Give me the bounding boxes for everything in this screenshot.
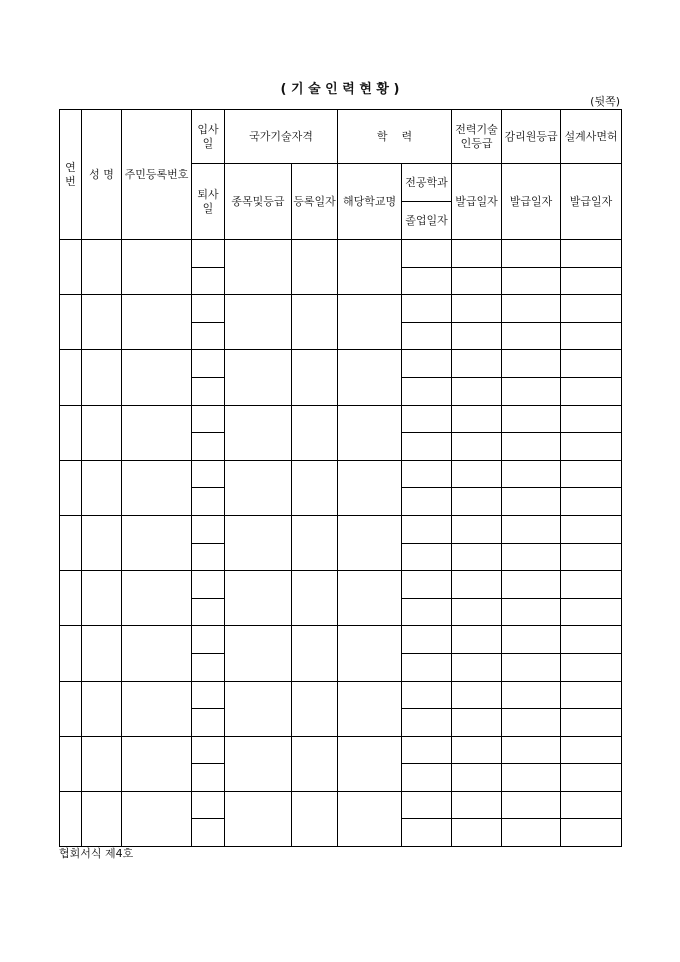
cell-power-issue-date[interactable] (452, 488, 502, 516)
cell-resident-number[interactable] (122, 681, 192, 736)
page-title: ( 기 술 인 력 현 황 ) (280, 82, 400, 97)
cell-power-grade[interactable] (452, 240, 502, 268)
cell-supervisor-grade[interactable] (502, 571, 561, 599)
header-education: 학 력 (338, 110, 452, 164)
cell-no[interactable] (60, 571, 82, 626)
table-row (60, 460, 622, 488)
header-no: 연 번 (60, 110, 82, 240)
cell-design-issue-date[interactable] (561, 488, 622, 516)
cell-resident-number[interactable] (122, 350, 192, 405)
cell-graduation-date[interactable] (402, 653, 452, 681)
cell-design-license[interactable] (561, 295, 622, 323)
cell-no[interactable] (60, 460, 82, 515)
cell-leave-date[interactable] (192, 433, 225, 461)
cell-cert-item-grade[interactable] (225, 405, 292, 460)
cell-resident-number[interactable] (122, 626, 192, 681)
table-row (60, 791, 622, 819)
cell-no[interactable] (60, 791, 82, 846)
cell-leave-date[interactable] (192, 377, 225, 405)
cell-supervisor-grade[interactable] (502, 681, 561, 709)
cell-power-grade[interactable] (452, 626, 502, 654)
cell-school-name[interactable] (338, 791, 402, 846)
cell-resident-number[interactable] (122, 240, 192, 295)
cell-resident-number[interactable] (122, 791, 192, 846)
cell-school-name[interactable] (338, 681, 402, 736)
table-row (60, 350, 622, 378)
cell-supervisor-issue-date[interactable] (502, 764, 561, 792)
cell-supervisor-issue-date[interactable] (502, 377, 561, 405)
cell-power-grade[interactable] (452, 405, 502, 433)
cell-name[interactable] (82, 405, 122, 460)
cell-leave-date[interactable] (192, 819, 225, 847)
cell-cert-reg-date[interactable] (292, 350, 338, 405)
cell-power-issue-date[interactable] (452, 377, 502, 405)
cell-name[interactable] (82, 240, 122, 295)
cell-major[interactable] (402, 736, 452, 764)
cell-no[interactable] (60, 515, 82, 570)
cell-leave-date[interactable] (192, 764, 225, 792)
cell-leave-date[interactable] (192, 543, 225, 571)
table-row (60, 405, 622, 433)
cell-leave-date[interactable] (192, 653, 225, 681)
cell-power-grade[interactable] (452, 791, 502, 819)
cell-cert-reg-date[interactable] (292, 736, 338, 791)
cell-leave-date[interactable] (192, 322, 225, 350)
cell-supervisor-grade[interactable] (502, 240, 561, 268)
cell-cert-reg-date[interactable] (292, 460, 338, 515)
cell-leave-date[interactable] (192, 267, 225, 295)
cell-graduation-date[interactable] (402, 598, 452, 626)
cell-design-issue-date[interactable] (561, 433, 622, 461)
header-school-name: 해당학교명 (338, 164, 402, 240)
cell-school-name[interactable] (338, 350, 402, 405)
cell-major[interactable] (402, 460, 452, 488)
cell-graduation-date[interactable] (402, 322, 452, 350)
cell-power-grade[interactable] (452, 681, 502, 709)
cell-major[interactable] (402, 515, 452, 543)
cell-design-license[interactable] (561, 681, 622, 709)
table-row (60, 626, 622, 654)
cell-supervisor-issue-date[interactable] (502, 653, 561, 681)
cell-major[interactable] (402, 295, 452, 323)
header-resident-number: 주민등록번호 (122, 110, 192, 240)
cell-name[interactable] (82, 460, 122, 515)
cell-join-date[interactable] (192, 626, 225, 654)
cell-cert-item-grade[interactable] (225, 460, 292, 515)
table-row (60, 571, 622, 599)
cell-join-date[interactable] (192, 571, 225, 599)
cell-leave-date[interactable] (192, 709, 225, 737)
cell-name[interactable] (82, 295, 122, 350)
cell-resident-number[interactable] (122, 515, 192, 570)
cell-major[interactable] (402, 350, 452, 378)
cell-school-name[interactable] (338, 736, 402, 791)
cell-supervisor-grade[interactable] (502, 405, 561, 433)
cell-cert-reg-date[interactable] (292, 791, 338, 846)
cell-design-issue-date[interactable] (561, 543, 622, 571)
cell-cert-reg-date[interactable] (292, 405, 338, 460)
cell-join-date[interactable] (192, 515, 225, 543)
cell-power-grade[interactable] (452, 350, 502, 378)
cell-design-license[interactable] (561, 240, 622, 268)
cell-major[interactable] (402, 571, 452, 599)
cell-power-issue-date[interactable] (452, 709, 502, 737)
table-row (60, 736, 622, 764)
cell-supervisor-issue-date[interactable] (502, 709, 561, 737)
cell-major[interactable] (402, 626, 452, 654)
cell-school-name[interactable] (338, 405, 402, 460)
cell-power-issue-date[interactable] (452, 322, 502, 350)
cell-no[interactable] (60, 405, 82, 460)
cell-school-name[interactable] (338, 571, 402, 626)
cell-cert-item-grade[interactable] (225, 571, 292, 626)
table-row (60, 681, 622, 709)
header-supervisor-issue-date: 발급일자 (502, 164, 561, 240)
cell-design-issue-date[interactable] (561, 598, 622, 626)
cell-power-grade[interactable] (452, 515, 502, 543)
header-graduation-date: 졸업일자 (402, 202, 452, 240)
cell-design-issue-date[interactable] (561, 322, 622, 350)
cell-power-issue-date[interactable] (452, 819, 502, 847)
cell-cert-reg-date[interactable] (292, 626, 338, 681)
cell-major[interactable] (402, 240, 452, 268)
cell-school-name[interactable] (338, 515, 402, 570)
header-national-cert: 국가기술자격 (225, 110, 338, 164)
cell-supervisor-issue-date[interactable] (502, 322, 561, 350)
header-major: 전공학과 (402, 164, 452, 202)
cell-cert-item-grade[interactable] (225, 240, 292, 295)
cell-supervisor-grade[interactable] (502, 791, 561, 819)
cell-school-name[interactable] (338, 240, 402, 295)
cell-power-grade[interactable] (452, 295, 502, 323)
cell-name[interactable] (82, 791, 122, 846)
header-name: 성 명 (82, 110, 122, 240)
cell-major[interactable] (402, 791, 452, 819)
cell-design-license[interactable] (561, 791, 622, 819)
cell-design-license[interactable] (561, 571, 622, 599)
cell-graduation-date[interactable] (402, 433, 452, 461)
header-join-date: 입사 일 (192, 110, 225, 164)
header-design-license: 설계사면허 (561, 110, 622, 164)
cell-power-issue-date[interactable] (452, 598, 502, 626)
cell-no[interactable] (60, 626, 82, 681)
cell-cert-reg-date[interactable] (292, 681, 338, 736)
cell-no[interactable] (60, 681, 82, 736)
cell-join-date[interactable] (192, 240, 225, 268)
cell-graduation-date[interactable] (402, 488, 452, 516)
cell-graduation-date[interactable] (402, 267, 452, 295)
cell-major[interactable] (402, 681, 452, 709)
cell-supervisor-issue-date[interactable] (502, 267, 561, 295)
cell-graduation-date[interactable] (402, 377, 452, 405)
cell-cert-item-grade[interactable] (225, 350, 292, 405)
cell-supervisor-issue-date[interactable] (502, 819, 561, 847)
cell-name[interactable] (82, 571, 122, 626)
cell-design-issue-date[interactable] (561, 764, 622, 792)
cell-cert-item-grade[interactable] (225, 295, 292, 350)
cell-design-issue-date[interactable] (561, 709, 622, 737)
cell-resident-number[interactable] (122, 571, 192, 626)
cell-power-issue-date[interactable] (452, 433, 502, 461)
header-design-issue-date: 발급일자 (561, 164, 622, 240)
table-row (60, 240, 622, 268)
cell-join-date[interactable] (192, 791, 225, 819)
cell-name[interactable] (82, 681, 122, 736)
back-side-label: (뒷쪽) (590, 95, 620, 108)
cell-leave-date[interactable] (192, 598, 225, 626)
cell-design-issue-date[interactable] (561, 377, 622, 405)
cell-design-license[interactable] (561, 460, 622, 488)
cell-cert-item-grade[interactable] (225, 681, 292, 736)
cell-power-grade[interactable] (452, 460, 502, 488)
cell-resident-number[interactable] (122, 460, 192, 515)
cell-join-date[interactable] (192, 460, 225, 488)
cell-join-date[interactable] (192, 405, 225, 433)
header-power-issue-date: 발급일자 (452, 164, 502, 240)
cell-no[interactable] (60, 240, 82, 295)
cell-design-issue-date[interactable] (561, 819, 622, 847)
cell-supervisor-grade[interactable] (502, 736, 561, 764)
cell-supervisor-issue-date[interactable] (502, 433, 561, 461)
cell-power-issue-date[interactable] (452, 653, 502, 681)
cell-cert-item-grade[interactable] (225, 736, 292, 791)
cell-name[interactable] (82, 515, 122, 570)
table-row (60, 515, 622, 543)
cell-name[interactable] (82, 626, 122, 681)
cell-power-grade[interactable] (452, 736, 502, 764)
cell-name[interactable] (82, 736, 122, 791)
cell-resident-number[interactable] (122, 295, 192, 350)
cell-join-date[interactable] (192, 295, 225, 323)
header-supervisor-grade: 감리원등급 (502, 110, 561, 164)
cell-no[interactable] (60, 736, 82, 791)
cell-graduation-date[interactable] (402, 543, 452, 571)
cell-cert-reg-date[interactable] (292, 571, 338, 626)
header-leave-date: 퇴사 일 (192, 164, 225, 240)
cell-no[interactable] (60, 350, 82, 405)
cell-power-issue-date[interactable] (452, 267, 502, 295)
cell-graduation-date[interactable] (402, 764, 452, 792)
cell-cert-reg-date[interactable] (292, 515, 338, 570)
cell-cert-reg-date[interactable] (292, 295, 338, 350)
cell-resident-number[interactable] (122, 736, 192, 791)
header-cert-item-grade: 종목및등급 (225, 164, 292, 240)
cell-design-license[interactable] (561, 405, 622, 433)
cell-supervisor-grade[interactable] (502, 295, 561, 323)
cell-cert-item-grade[interactable] (225, 515, 292, 570)
cell-graduation-date[interactable] (402, 709, 452, 737)
cell-no[interactable] (60, 295, 82, 350)
cell-power-issue-date[interactable] (452, 543, 502, 571)
cell-design-issue-date[interactable] (561, 267, 622, 295)
cell-design-license[interactable] (561, 626, 622, 654)
cell-supervisor-issue-date[interactable] (502, 543, 561, 571)
cell-resident-number[interactable] (122, 405, 192, 460)
cell-join-date[interactable] (192, 350, 225, 378)
cell-cert-item-grade[interactable] (225, 791, 292, 846)
cell-school-name[interactable] (338, 295, 402, 350)
cell-supervisor-grade[interactable] (502, 626, 561, 654)
cell-design-license[interactable] (561, 350, 622, 378)
cell-supervisor-grade[interactable] (502, 515, 561, 543)
cell-supervisor-grade[interactable] (502, 460, 561, 488)
form-number-footer: 협회서식 제4호 (59, 847, 134, 860)
cell-join-date[interactable] (192, 736, 225, 764)
cell-power-grade[interactable] (452, 571, 502, 599)
technical-staff-table (59, 109, 622, 847)
cell-cert-item-grade[interactable] (225, 626, 292, 681)
cell-school-name[interactable] (338, 626, 402, 681)
table-row (60, 295, 622, 323)
cell-supervisor-grade[interactable] (502, 350, 561, 378)
cell-join-date[interactable] (192, 681, 225, 709)
cell-leave-date[interactable] (192, 488, 225, 516)
cell-name[interactable] (82, 350, 122, 405)
cell-supervisor-issue-date[interactable] (502, 598, 561, 626)
cell-supervisor-issue-date[interactable] (502, 488, 561, 516)
header-cert-reg-date: 등록일자 (292, 164, 338, 240)
header-power-grade: 전력기술 인등급 (452, 110, 502, 164)
cell-design-license[interactable] (561, 736, 622, 764)
cell-design-issue-date[interactable] (561, 653, 622, 681)
cell-graduation-date[interactable] (402, 819, 452, 847)
cell-cert-reg-date[interactable] (292, 240, 338, 295)
cell-power-issue-date[interactable] (452, 764, 502, 792)
cell-design-license[interactable] (561, 515, 622, 543)
cell-major[interactable] (402, 405, 452, 433)
cell-school-name[interactable] (338, 460, 402, 515)
